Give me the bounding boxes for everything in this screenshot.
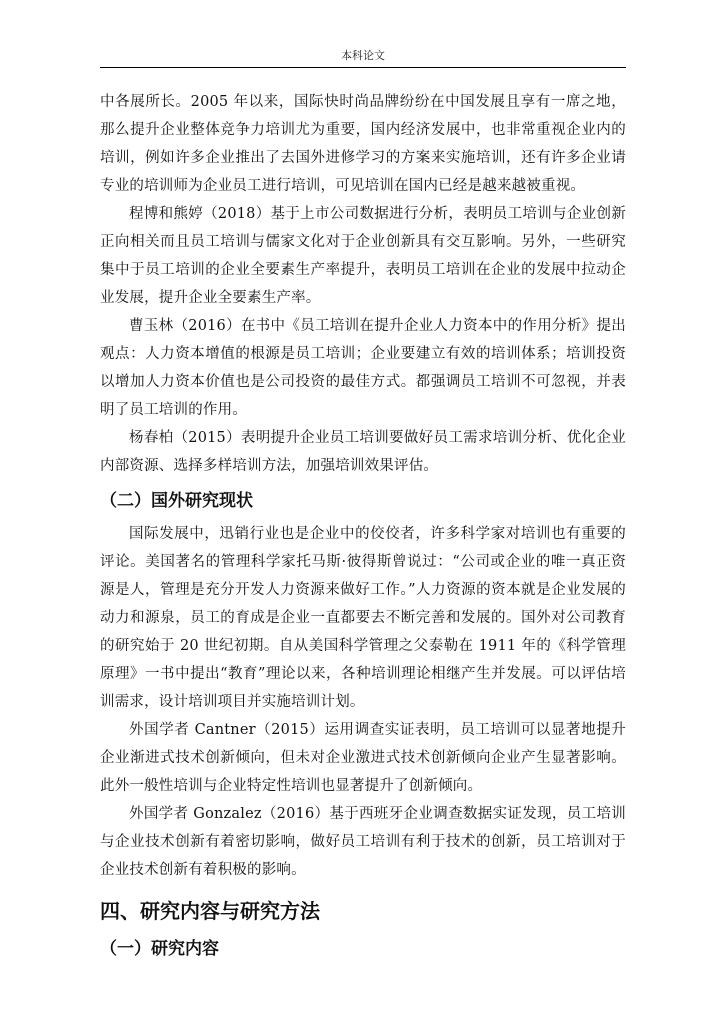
section-heading-foreign-research: （二）国外研究现状 (100, 491, 253, 511)
paragraph-cao: 曹玉林（2016）在书中《员工培训在提升企业人力资本中的作用分析》提出观点：人力资本增值的根源是员工培训；企业要建立有效的培训体系；培训投资以增加人力资本价值也是公司投资的最佳方式。都强调员工培训不可忽视，并表明了员工培训的作用。 (100, 318, 626, 418)
paragraph-foreign-overview: 国际发展中，迅销行业也是企业中的佼佼者，许多科学家对培训也有重要的评论。美国著名的管理科学家托马斯·彼得斯曾说过：“公司或企业的唯一真正资源是人，管理是充分开发人力资源来做好工作。”人力资源的资本就是企业发展的动力和源泉，员工的育成是企业一直都要去不断完善和发展的。国外对公司教育的研究始于 20 世纪初期。自从美国科学管理之父泰勒在 1911 年的《科学管理原理》一书中提出“教育”理论以来，各种培训理论相继产生并发展。可以评估培训需求，设计培训项目并实施培训计划。 (100, 526, 626, 710)
paragraph-continuation: 中各展所长。2005 年以来，国际快时尚品牌纷纷在中国发展且享有一席之地，那么提升企业整体竞争力培训尤为重要，国内经济发展中，也非常重视企业内的培训，例如许多企业推出了去国外进修学习的方案来实施培训，还有许多企业请专业的培训师为企业员工进行培训，可见培训在国内已经是越来越被重视。 (100, 94, 626, 194)
paragraph-gonzalez: 外国学者 Gonzalez（2016）基于西班牙企业调查数据实证发现，员工培训与企业技术创新有着密切影响，做好员工培训有利于技术的创新，员工培训对于企业技术创新有着积极的影响。 (100, 806, 626, 878)
paragraph-cantner: 外国学者 Cantner（2015）运用调查实证表明，员工培训可以显著地提升企业渐进式技术创新倾向，但未对企业激进式技术创新倾向企业产生显著影响。此外一般性培训与企业特定性培训也显著提升了创新倾向。 (100, 722, 626, 794)
running-header: 本科论文 (341, 49, 385, 62)
paragraph-cheng-xiong: 程博和熊婷（2018）基于上市公司数据进行分析，表明员工培训与企业创新正向相关而且员工培训与儒家文化对于企业创新具有交互影响。另外，一些研究集中于员工培训的企业全要素生产率提升，表明员工培训在企业的发展中拉动企业发展，提升企业全要素生产率。 (100, 206, 626, 306)
chapter-heading-research-content-methods: 四、研究内容与研究方法 (100, 899, 320, 923)
header-rule (100, 67, 626, 68)
page-body (100, 88, 626, 968)
section-heading-research-content: （一）研究内容 (100, 939, 219, 959)
paragraph-yang: 杨春柏（2015）表明提升企业员工培训要做好员工需求培训分析、优化企业内部资源、选择多样培训方法，加强培训效果评估。 (100, 430, 626, 474)
